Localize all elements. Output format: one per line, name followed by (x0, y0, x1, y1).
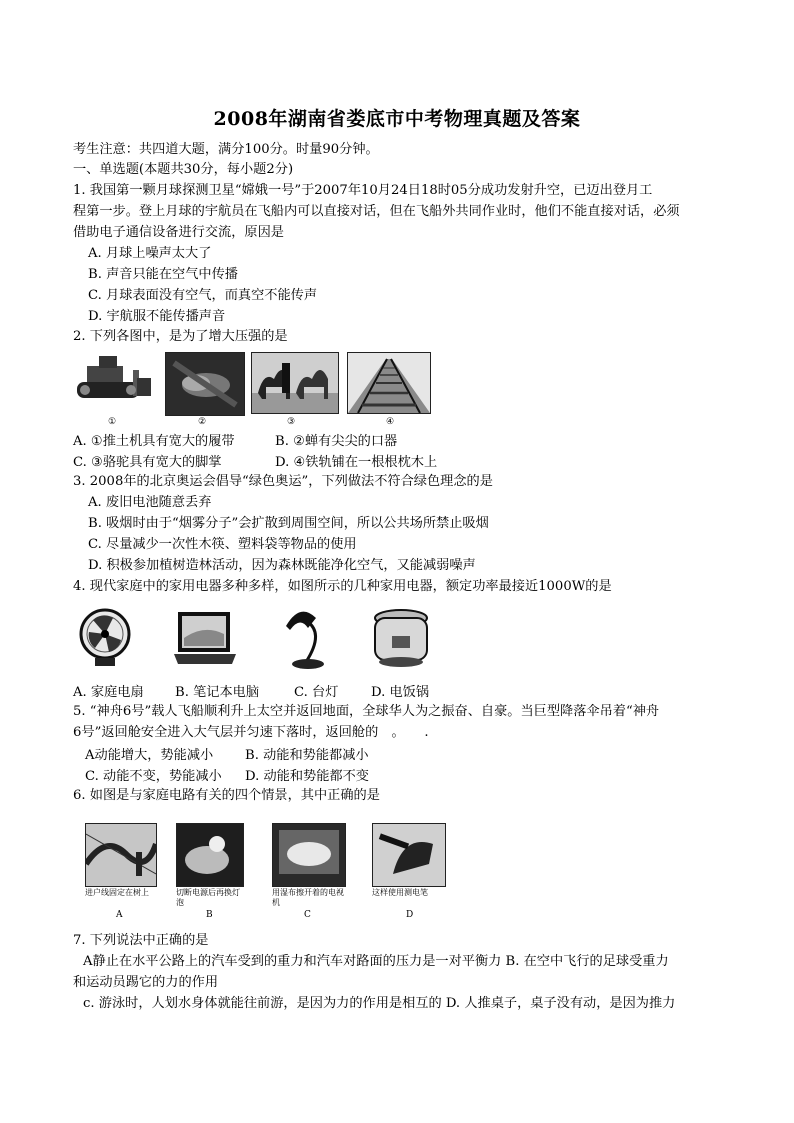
q4-option-c: C. 台灯 (294, 685, 339, 700)
q4-stem: 4. 现代家庭中的家用电器多种多样，如图所示的几种家用电器，额定功率最接近1000W的是 (73, 579, 612, 594)
q7-line1: A静止在水平公路上的汽车受到的重力和汽车对路面的压力是一对平衡力 B. 在空中飞行的足球受重力 (83, 954, 669, 969)
q1-stem-line2: 程第一步。登上月球的宇航员在飞船内可以直接对话，但在飞船外共同作业时，他们不能直接对话，必须 (73, 204, 680, 219)
q2-option-a: A. ①推土机具有宽大的履带 (73, 434, 235, 449)
q7-stem: 7. 下列说法中正确的是 (73, 933, 209, 948)
q6-letter-c: C (304, 910, 311, 920)
section-heading: 一、单选题(本题共30分，每小题2分) (73, 162, 294, 177)
q6-caption-c: 用湿布擦开着的电视机 (272, 888, 344, 907)
q1-option-c: C. 月球表面没有空气，而真空不能传声 (88, 288, 318, 303)
q6-letter-d: D (406, 910, 414, 920)
q6-letter-b: B (206, 910, 213, 920)
q2-image-label-4: ④ (386, 417, 395, 427)
q2-option-d: D. ④铁轨铺在一根根枕木上 (275, 455, 438, 470)
q6-stem: 6. 如图是与家庭电路有关的四个情景，其中正确的是 (73, 788, 380, 803)
q5-option-c: C. 动能不变，势能减小 (85, 769, 222, 784)
q3-option-a: A. 废旧电池随意丢弃 (88, 495, 212, 510)
wire-on-tree-image (85, 823, 157, 887)
camels-image (251, 352, 339, 414)
test-pen-image (372, 823, 446, 887)
q4-option-b: B. 笔记本电脑 (175, 685, 260, 700)
q6-caption-b: 切断电源后再换灯泡 (176, 888, 240, 907)
q6-letter-a: A (116, 910, 123, 920)
q1-option-d: D. 宇航服不能传播声音 (88, 309, 226, 324)
q6-caption-d: 这样使用测电笔 (372, 888, 428, 897)
railway-track-image (347, 352, 431, 414)
q2-option-b: B. ②蝉有尖尖的口器 (275, 434, 398, 449)
bulldozer-image (73, 352, 155, 410)
q2-option-c: C. ③骆驼具有宽大的脚掌 (73, 455, 222, 470)
rice-cooker-image (368, 606, 434, 670)
q5-option-d: D. 动能和势能都不变 (245, 769, 369, 784)
q1-stem-line3: 借助电子通信设备进行交流，原因是 (73, 225, 284, 240)
change-bulb-image (176, 823, 244, 887)
q2-image-label-3: ③ (287, 417, 296, 427)
q2-stem: 2. 下列各图中，是为了增大压强的是 (73, 329, 288, 344)
q4-option-a: A. 家庭电扇 (73, 685, 144, 700)
electric-fan-image (73, 606, 137, 668)
q3-option-b: B. 吸烟时由于“烟雾分子”会扩散到周围空间，所以公共场所禁止吸烟 (88, 516, 489, 531)
q3-stem: 3. 2008年的北京奥运会倡导“绿色奥运”，下列做法不符合绿色理念的是 (73, 474, 493, 489)
q5-option-b: B. 动能和势能都减小 (245, 748, 369, 763)
q2-image-label-2: ② (198, 417, 207, 427)
laptop-image (172, 610, 238, 668)
cicada-image (165, 352, 245, 416)
q3-option-d: D. 积极参加植树造林活动，因为森林既能净化空气，又能减弱噪声 (88, 558, 476, 573)
q4-option-d: D. 电饭锅 (371, 685, 430, 700)
page-title: 2008年湖南省娄底市中考物理真题及答案 (213, 108, 581, 130)
wet-cloth-tv-image (272, 823, 346, 887)
q1-option-b: B. 声音只能在空气中传播 (88, 267, 238, 282)
q1-stem-line1: 1. 我国第一颗月球探测卫星“嫦娥一号”于2007年10月24日18时05分成功发射升空，已迈出登月工 (73, 183, 653, 198)
exam-notice: 考生注意：共四道大题，满分100分。时量90分钟。 (73, 142, 379, 157)
q2-image-label-1: ① (108, 417, 117, 427)
desk-lamp-image (278, 604, 330, 670)
q5-stem-line1: 5. “神舟6号”载人飞船顺利升上太空并返回地面，全球华人为之振奋、自豪。当巨型降落伞吊着“神舟 (73, 704, 660, 719)
q6-caption-a: 进户线固定在树上 (85, 888, 149, 897)
q7-line2: 和运动员踢它的力的作用 (73, 975, 219, 990)
q7-line3: c. 游泳时，人划水身体就能往前游，是因为力的作用是相互的 D. 人推桌子，桌子没有动，是因为推力 (83, 996, 676, 1011)
q3-option-c: C. 尽量减少一次性木筷、塑料袋等物品的使用 (88, 537, 357, 552)
q1-option-a: A. 月球上噪声太大了 (88, 246, 212, 261)
q5-stem-line2: 6号”返回舱安全进入大气层并匀速下落时，返回舱的 。 . (73, 725, 429, 740)
q5-option-a: A动能增大，势能减小 (85, 748, 214, 763)
